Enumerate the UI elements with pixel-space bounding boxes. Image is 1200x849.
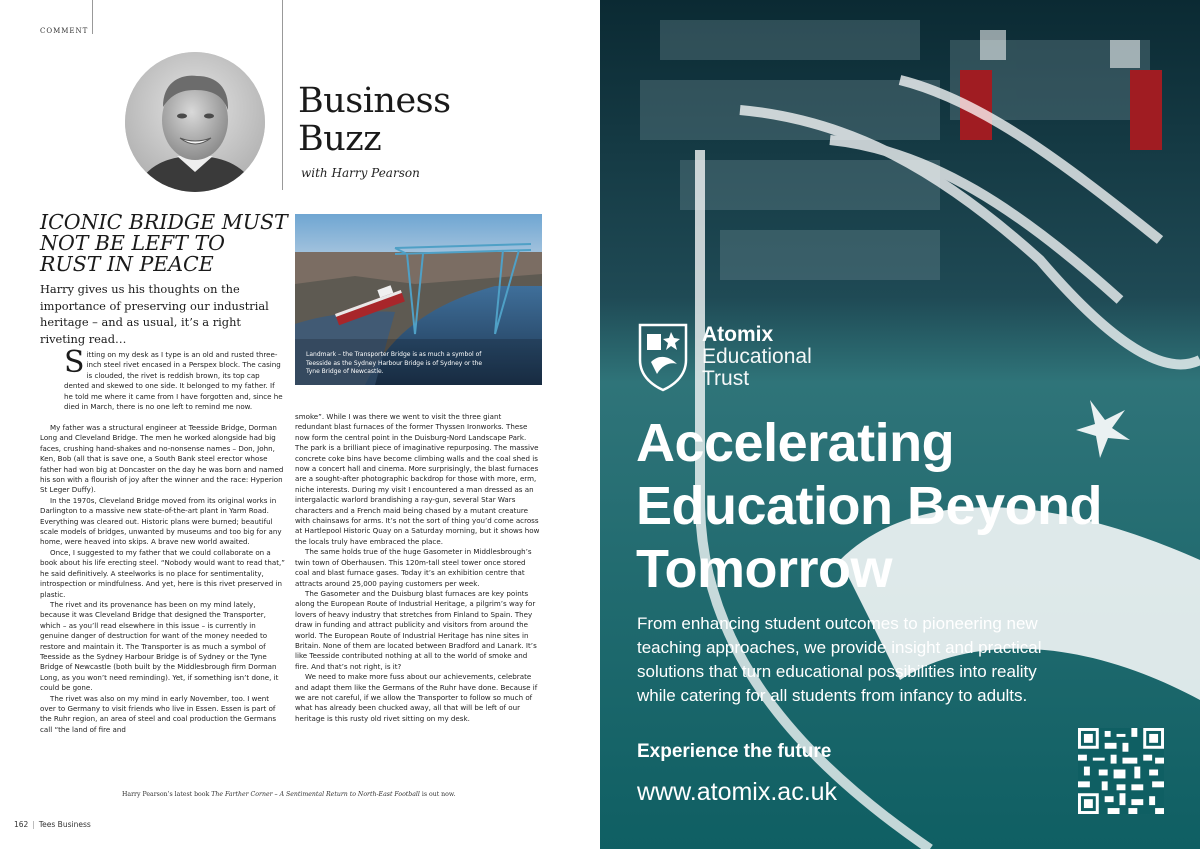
paragraph: itting on my desk as I type is an old and rusted three-inch steel rivet encased in a Perspex block. The casing is clouded, the rivet is reddish brown, its top cap dented and skewed to one side. It belonged to my father. If he told me where it came from I have forgotten and, since he died in March, there is no one left to remind me now. bbox=[64, 350, 283, 412]
book-footnote bbox=[122, 791, 455, 798]
advert-headline bbox=[636, 412, 1196, 601]
author-portrait bbox=[125, 52, 265, 192]
standfirst: Harry gives us his thoughts on the importance of preserving our industrial heritage – and as usual, it’s a right riveting read… bbox=[40, 282, 269, 346]
article-column-2 bbox=[295, 412, 540, 724]
atomix-shield-logo-icon bbox=[637, 322, 689, 392]
brand-word: Educational bbox=[702, 345, 812, 368]
paragraph: Once, I suggested to my father that we could collaborate on a book about his life erecting steel. “Nobody would want to read that,” he said definitively. A steelworks is no place for sentimentality, introspection or mindfulness. And yet, here is this rivet preserved in plastic. bbox=[40, 547, 285, 599]
brand-word: Trust bbox=[702, 367, 750, 390]
advert-page bbox=[600, 0, 1200, 849]
section-label: COMMENT bbox=[40, 27, 89, 35]
book-title: The Farther Corner – A Sentimental Return to North-East Football bbox=[211, 791, 420, 798]
dropcap: S bbox=[64, 345, 85, 380]
publication-name: Tees Business bbox=[38, 820, 91, 829]
article-column-1-cont bbox=[40, 423, 285, 735]
article-headline: ICONIC BRIDGE MUST NOT BE LEFT TO RUST IN PEACE bbox=[40, 210, 288, 276]
photo-caption: Landmark – the Transporter Bridge is as much a symbol of Teesside as the Sydney Harbour Bridge is of Sydney or the Tyne Bridge of Newcastle. bbox=[306, 351, 483, 375]
paragraph: The same holds true of the huge Gasometer in Middlesbrough’s twin town of Oberhausen. This 120m-tall steel tower once stored coal and blast furnace gases. Today it’s an exhibition centre that attracts around 25,000 paying customers per week. bbox=[295, 547, 532, 588]
paragraph: The Gasometer and the Duisburg blast furnaces are key points along the European Route of Industrial Heritage, a pilgrim’s way for lovers of heavy industry that stretches from Finland to Spain. They draw in funding and attract publicity and visitors from around the world. The European Route of Industrial Heritage has nine sites in Britain. None of them are located between Bradford and Lanark. It’s like Teesside contributed nothing at all to the world of smoke and fire. And that’s not right, is it? bbox=[295, 588, 537, 671]
footnote-text: is out now. bbox=[419, 791, 456, 798]
vertical-rule bbox=[282, 0, 283, 190]
article-column-1 bbox=[64, 345, 284, 412]
advert-cta: Experience the future bbox=[637, 741, 832, 762]
headline-line: Education Beyond bbox=[636, 476, 1103, 536]
vertical-rule bbox=[92, 0, 93, 34]
paragraph: The rivet was also on my mind in early November, too. I went over to Germany to visit friends who live in Essen. Essen is part of the Ruhr region, an area of steel and coal production the Germans call “the land of fire and bbox=[40, 693, 277, 734]
qr-code-icon[interactable] bbox=[1078, 728, 1164, 814]
page-title bbox=[298, 82, 451, 158]
title-line: Buzz bbox=[298, 119, 382, 159]
footnote-text: Harry Pearson’s latest book bbox=[122, 791, 212, 798]
page-folio: 162 | Tees Business bbox=[14, 820, 91, 829]
paragraph: We need to make more fuss about our achievements, celebrate and adapt them like the Germans of the Ruhr have done. Because if we are not careful, if we allow the Transporter to follow so much of what has already been chucked away, all that will be left of our heritage is this rusty old rivet sitting on my desk. bbox=[295, 672, 538, 723]
advert-body: From enhancing student outcomes to pioneering new teaching approaches, we provide insight and practical solutions that turn educational possibilities into reality while catering for all students from infancy to adults. bbox=[637, 614, 1042, 705]
author-photo-icon bbox=[125, 52, 265, 192]
page-number: 162 bbox=[14, 820, 29, 829]
brand-word: Atomix bbox=[702, 323, 774, 346]
paragraph: smoke”. While I was there we went to visit the three giant redundant blast furnaces of the former Thyssen Ironworks. These now form the central point in the Duisburg-Nord Landscape Park. The park is a brilliant piece of imaginative repurposing. The massive concrete coke bins have become climbing walls and the coal shed is now a concert hall and cinema. More surprisingly, the blast furnaces are a sought-after photographic backdrop for those with more, erm, niche interests. During my visit I encountered a man dressed as an intergalactic warlord brandishing a ray-gun, several Star Wars characters and a French maid being chased by a mutant creature with chainsaws for arms. It’s not the sort of thing you’d come across at Hartlepool Historic Quay on a Saturday morning, but it shows how the locals truly have embraced the place. bbox=[295, 412, 540, 546]
headline-line: Tomorrow bbox=[636, 539, 892, 599]
byline: with Harry Pearson bbox=[301, 166, 420, 180]
headline-line: Accelerating bbox=[636, 413, 955, 473]
paragraph: My father was a structural engineer at Teesside Bridge, Dorman Long and Cleveland Bridge. The men he worked alongside had big faces, crushing hand-shakes and no-nonsense names – Don, John, Ken, Bob (all that is save one, a South Bank steel erector whose father had won big at Doncaster on the day he was born and named his son with a flourish of joy after the winner and the race: Hyperion St Leger Duffy). bbox=[40, 423, 284, 495]
atomix-brand-name bbox=[702, 324, 812, 390]
paragraph: The rivet and its provenance has been on my mind lately, because it was Cleveland Bridge that designed the Transporter, which – as you’ll read elsewhere in this issue – is currently in genuine danger of destruction for want of the money needed to restore and maintain it. The Transporter is as much a symbol of Teesside as the Sydney Harbour Bridge is of Sydney or the Tyne Bridge of Newcastle (both built by the Middlesbrough firm Dorman Long, as you won’t need reminding). Yet, if something isn’t done, it could be gone. bbox=[40, 599, 279, 693]
advert-url[interactable]: www.atomix.ac.uk bbox=[637, 778, 838, 806]
paragraph: In the 1970s, Cleveland Bridge moved from its original works in Darlington to a massive new state-of-the-art plant in Yarm Road. Everything was cleared out. Historic plans were burned; beautiful scale models of bridges, unwanted by museums and too big for any home, were heaved into skips. A brave new world awaited. bbox=[40, 495, 282, 547]
title-line: Business bbox=[298, 81, 451, 121]
